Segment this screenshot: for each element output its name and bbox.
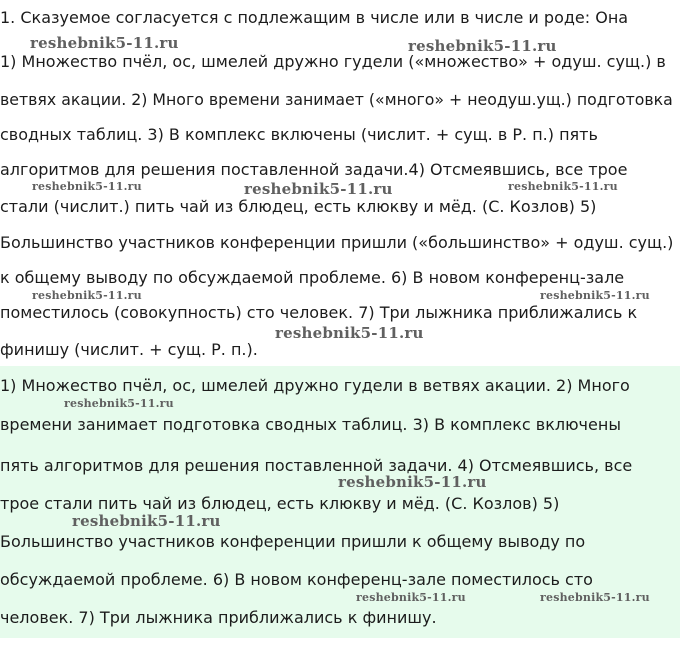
task-line: к общему выводу по обсуждаемой проблеме. 6) В новом конференц-зале	[0, 268, 625, 287]
task-line: Большинство участников конференции пришли («большинство» + одуш. сущ.)	[0, 233, 674, 252]
answer-line: времени занимает подготовка сводных таблиц. 3) В комплекс включены	[0, 415, 621, 434]
task-line: стали (числит.) пить чай из блюдец, есть клюкву и мёд. (С. Козлов) 5)	[0, 197, 597, 216]
watermark: reshebnik5-11.ru	[540, 289, 650, 302]
watermark: reshebnik5-11.ru	[508, 180, 618, 193]
watermark: reshebnik5-11.ru	[64, 397, 174, 410]
answer-line: 1) Множество пчёл, ос, шмелей дружно гудели в ветвях акации. 2) Много	[0, 376, 630, 395]
answer-line: обсуждаемой проблеме. 6) В новом конференц-зале поместилось сто	[0, 570, 593, 589]
watermark: reshebnik5-11.ru	[540, 591, 650, 604]
watermark: reshebnik5-11.ru	[72, 512, 221, 530]
task-line: сводных таблиц. 3) В комплекс включены (числит. + сущ. в Р. п.) пять	[0, 125, 598, 144]
answer-line: пять алгоритмов для решения поставленной задачи. 4) Отсмеявшись, все	[0, 456, 633, 475]
answer-line: Большинство участников конференции пришли к общему выводу по	[0, 532, 586, 551]
task-line: 1) Множество пчёл, ос, шмелей дружно гудели («множество» + одуш. сущ.) в	[0, 52, 666, 71]
watermark: reshebnik5-11.ru	[408, 37, 557, 55]
watermark: reshebnik5-11.ru	[32, 180, 142, 193]
watermark: reshebnik5-11.ru	[356, 591, 466, 604]
watermark: reshebnik5-11.ru	[244, 180, 393, 198]
task-line: поместилось (совокупность) сто человек. 7) Три лыжника приближались к	[0, 303, 638, 322]
answer-line: трое стали пить чай из блюдец, есть клюкву и мёд. (С. Козлов) 5)	[0, 494, 560, 513]
answer-line: человек. 7) Три лыжника приближались к финишу.	[0, 608, 437, 627]
answer-section	[0, 366, 680, 638]
watermark: reshebnik5-11.ru	[275, 324, 424, 342]
task-line: финишу (числит. + сущ. Р. п.).	[0, 340, 258, 359]
task-line: алгоритмов для решения поставленной задачи.4) Отсмеявшись, все трое	[0, 160, 628, 179]
watermark: reshebnik5-11.ru	[32, 289, 142, 302]
watermark: reshebnik5-11.ru	[338, 473, 487, 491]
task-line: ветвях акации. 2) Много времени занимает («много» + неодуш.ущ.) подготовка	[0, 90, 673, 109]
watermark: reshebnik5-11.ru	[30, 34, 179, 52]
task-line: 1. Сказуемое согласуется с подлежащим в числе или в числе и роде: Она	[0, 8, 629, 27]
